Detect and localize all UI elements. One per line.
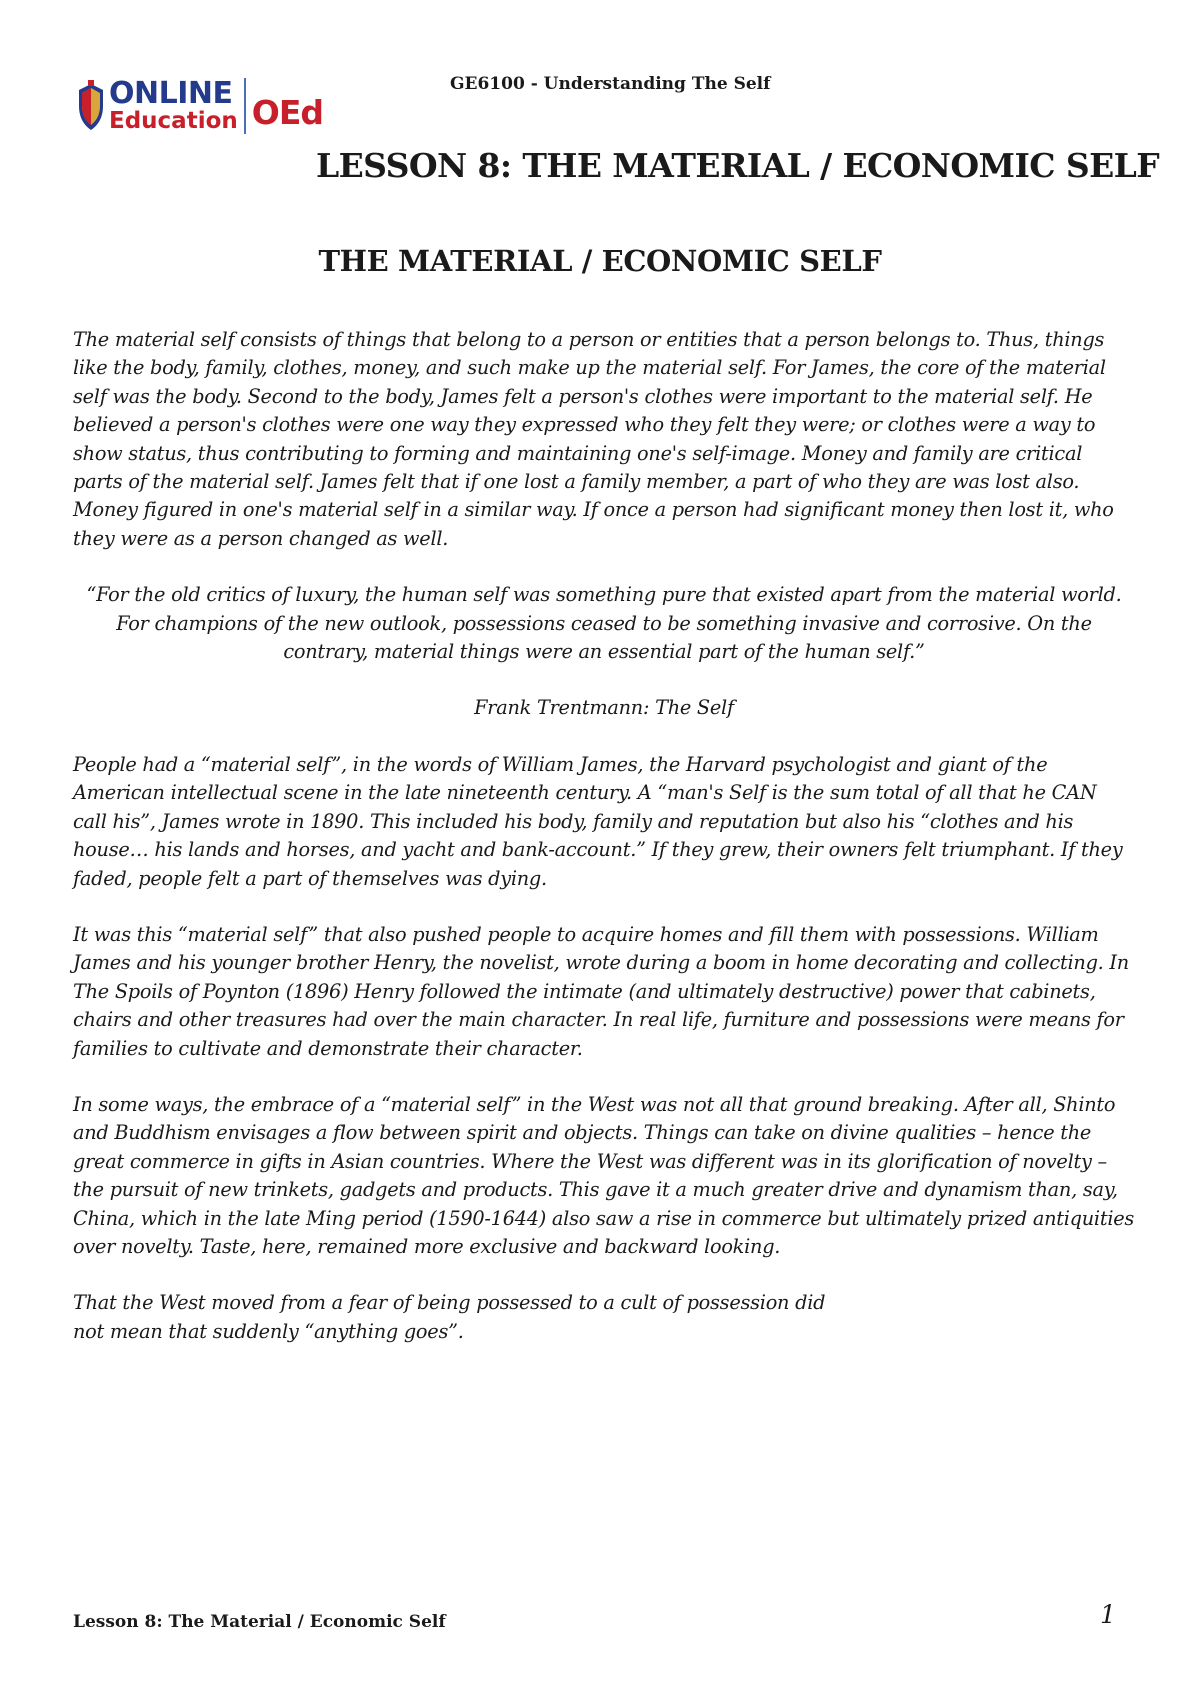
paragraph-cult-of-possession: [73, 1289, 1135, 1346]
logo-divider: [244, 78, 246, 134]
quote-block: “For the old critics of luxury, the human self was something pure that existed apart from the material world. For champions of the new outlook, possessions ceased to be something invasive and corrosive. On the contrary, material things were an essential part of the human self.”: [86, 583, 1122, 664]
footer-lesson-title: Lesson 8: The Material / Economic Self: [73, 1612, 446, 1632]
section-title: THE MATERIAL / ECONOMIC SELF: [318, 244, 882, 278]
online-education-logo: [76, 78, 323, 134]
paragraph-material-self: The material self consists of things that belong to a person or entities that a person belongs to. Thus, things like the body, family, clothes, money, and such make up the material self. For James, the core of the material self was the body. Second to the body, James felt a person's clothes were important to the material self. He believed a person's clothes were one way they expressed who they felt they were; or clothes were a way to show status, thus contributing to forming and maintaining one's self-image. Money and family are critical parts of the material self. James felt that if one lost a family member, a part of who they are was lost also. Money figured in one's material self in a similar way. If once a person had significant money then lost it, who they were as a person changed as well.: [73, 328, 1114, 550]
logo-oed-mark: OEd: [251, 92, 323, 132]
paragraph-possessions: It was this “material self” that also pushed people to acquire homes and fill them with possessions. William James and his younger brother Henry, the novelist, wrote during a boom in home decorating and collecting. In The Spoils of Poynton (1896) Henry followed the intimate (and ultimately destructive) power that cabinets, chairs and other treasures had over the main character. In real life, furniture and possessions were means for families to cultivate and demonstrate their character.: [73, 922, 1129, 1060]
quote-attribution: Frank Trentmann: The Self: [474, 696, 734, 720]
logo-education-text: Education: [109, 108, 238, 134]
lesson-title: LESSON 8: THE MATERIAL / ECONOMIC SELF: [316, 146, 1160, 185]
paragraph-west-novelty: In some ways, the embrace of a “material self” in the West was not all that ground breaking. After all, Shinto and Buddhism envisages a flow between spirit and objects. Things can take on divine qualities – hence the great commerce in gifts in Asian countries. Where the West was different was in its glorification of novelty – the pursuit of new trinkets, gadgets and products. This gave it a much greater drive and dynamism than, say, China, which in the late Ming period (1590-1644) also saw a rise in commerce but ultimately prized antiquities over novelty. Taste, here, remained more exclusive and backward looking.: [73, 1092, 1135, 1258]
paragraph-william-james: People had a “material self”, in the words of William James, the Harvard psychologist and giant of the American intellectual scene in the late nineteenth century. A “man's Self is the sum total of all that he CAN call his”, James wrote in 1890. This included his body, family and reputation but also his “clothes and his house… his lands and horses, and yacht and bank-account.” If they grew, their owners felt triumphant. If they faded, people felt a part of themselves was dying.: [73, 752, 1123, 890]
paragraph-line: not mean that suddenly “anything goes”.: [73, 1319, 464, 1343]
lesson-body: [73, 326, 1135, 1374]
course-header: GE6100 - Understanding The Self: [450, 74, 771, 94]
paragraph-line: That the West moved from a fear of being possessed to a cult of possession did: [73, 1291, 826, 1315]
logo-online-text: ONLINE: [109, 76, 233, 111]
shield-crest-icon: [76, 80, 106, 132]
page-number: 1: [1100, 1600, 1116, 1629]
